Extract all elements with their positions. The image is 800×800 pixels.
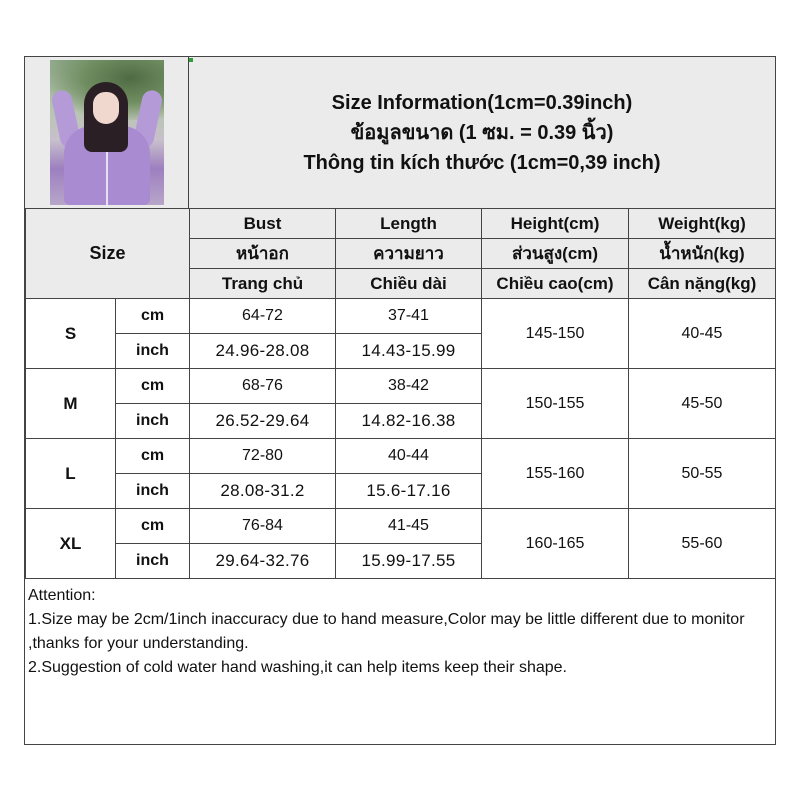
attention-heading: Attention: — [28, 587, 96, 604]
size-label: L — [26, 439, 116, 509]
bust-cm: 68-76 — [190, 369, 336, 404]
col-bust-en: Bust — [190, 209, 336, 239]
unit-cm: cm — [116, 509, 190, 544]
table-row — [26, 369, 776, 404]
bust-cm: 76-84 — [190, 509, 336, 544]
length-cm: 41-45 — [336, 509, 482, 544]
col-weight-en: Weight(kg) — [629, 209, 776, 239]
size-label: M — [26, 369, 116, 439]
col-bust-vi: Trang chủ — [190, 269, 336, 299]
attention-line-2: 2.Suggestion of cold water hand washing,it can help items keep their shape. — [28, 659, 567, 676]
header-section — [25, 57, 775, 209]
height-range: 155-160 — [482, 439, 629, 509]
table-row — [26, 509, 776, 544]
bust-inch: 29.64-32.76 — [190, 544, 336, 579]
col-length-th: ความยาว — [336, 239, 482, 269]
header-row-en — [26, 209, 776, 239]
size-column-header: Size — [26, 209, 190, 299]
attention-line-1: 1.Size may be 2cm/1inch inaccuracy due to hand measure,Color may be little different due to monitor ,thanks for your understanding. — [28, 611, 745, 652]
length-cm: 40-44 — [336, 439, 482, 474]
bust-inch: 26.52-29.64 — [190, 404, 336, 439]
unit-cm: cm — [116, 439, 190, 474]
height-range: 160-165 — [482, 509, 629, 579]
table-row — [26, 299, 776, 334]
unit-inch: inch — [116, 334, 190, 369]
col-length-en: Length — [336, 209, 482, 239]
length-cm: 37-41 — [336, 299, 482, 334]
bust-cm: 72-80 — [190, 439, 336, 474]
bust-inch: 24.96-28.08 — [190, 334, 336, 369]
weight-range: 45-50 — [629, 369, 776, 439]
weight-range: 50-55 — [629, 439, 776, 509]
table-row — [26, 439, 776, 474]
col-height-en: Height(cm) — [482, 209, 629, 239]
col-height-vi: Chiều cao(cm) — [482, 269, 629, 299]
height-range: 145-150 — [482, 299, 629, 369]
unit-cm: cm — [116, 369, 190, 404]
col-length-vi: Chiều dài — [336, 269, 482, 299]
title-en: Size Information(1cm=0.39inch) — [331, 91, 633, 114]
title-th: ข้อมูลขนาด (1 ซม. = 0.39 นิ้ว) — [350, 121, 614, 144]
unit-inch: inch — [116, 474, 190, 509]
unit-inch: inch — [116, 544, 190, 579]
size-chart-sheet — [24, 56, 776, 745]
size-table — [25, 208, 776, 579]
length-inch: 14.43-15.99 — [336, 334, 482, 369]
col-bust-th: หน้าอก — [190, 239, 336, 269]
attention-notes — [28, 584, 773, 680]
length-cm: 38-42 — [336, 369, 482, 404]
size-info-title — [189, 57, 775, 208]
height-range: 150-155 — [482, 369, 629, 439]
product-photo — [50, 60, 164, 205]
title-vi: Thông tin kích thước (1cm=0,39 inch) — [303, 151, 661, 174]
col-height-th: ส่วนสูง(cm) — [482, 239, 629, 269]
length-inch: 14.82-16.38 — [336, 404, 482, 439]
length-inch: 15.6-17.16 — [336, 474, 482, 509]
col-weight-vi: Cân nặng(kg) — [629, 269, 776, 299]
length-inch: 15.99-17.55 — [336, 544, 482, 579]
unit-inch: inch — [116, 404, 190, 439]
weight-range: 40-45 — [629, 299, 776, 369]
size-label: S — [26, 299, 116, 369]
weight-range: 55-60 — [629, 509, 776, 579]
unit-cm: cm — [116, 299, 190, 334]
col-weight-th: น้ำหนัก(kg) — [629, 239, 776, 269]
bust-inch: 28.08-31.2 — [190, 474, 336, 509]
size-label: XL — [26, 509, 116, 579]
bust-cm: 64-72 — [190, 299, 336, 334]
